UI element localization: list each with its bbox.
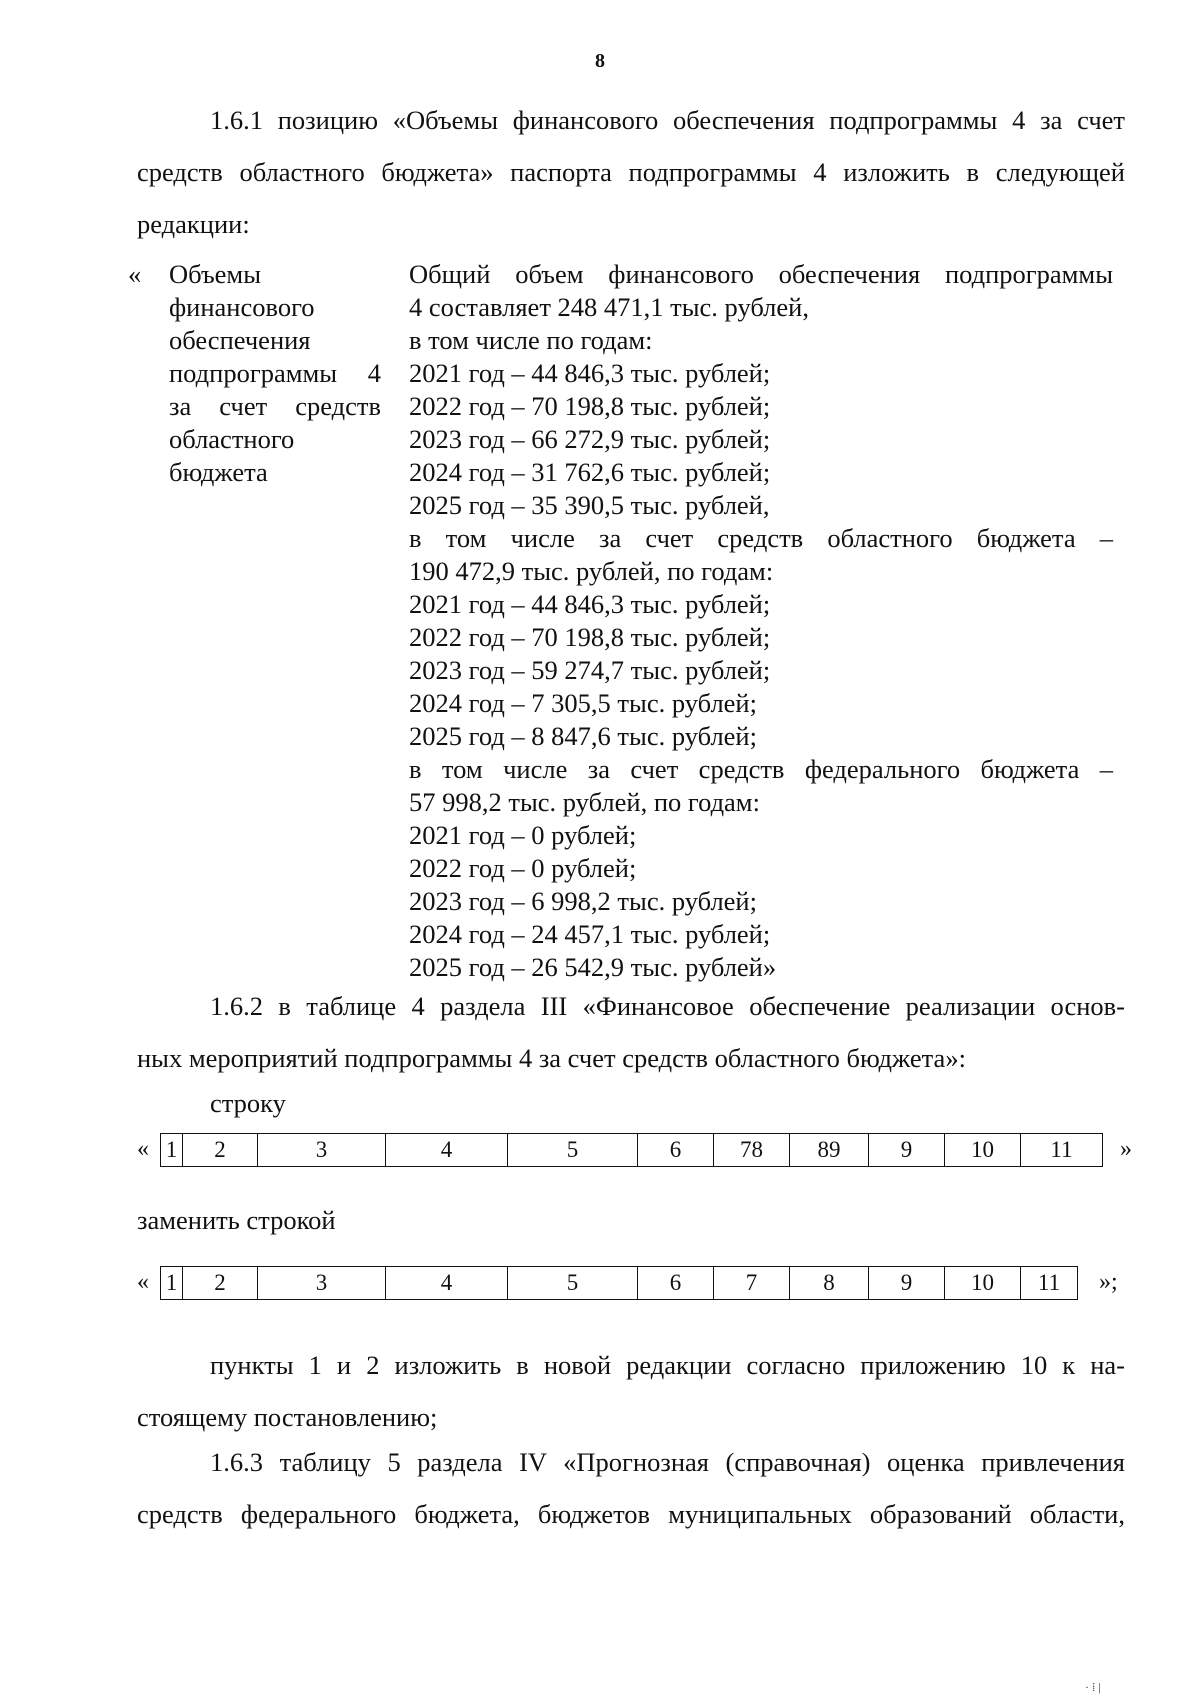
right-line: Общий объем финансового обеспечения подпрограммы: [409, 259, 1113, 289]
table-cell: 10: [945, 1267, 1021, 1300]
scan-marks: · ⁞ |: [1085, 1680, 1101, 1694]
right-line: 2024 год – 24 457,1 тыс. рублей;: [409, 919, 771, 949]
table-cell: 5: [508, 1267, 638, 1300]
table-cell: 3: [258, 1134, 386, 1167]
new-row-table: [160, 1266, 1078, 1300]
right-line: 2022 год – 70 198,8 тыс. рублей;: [409, 391, 771, 421]
right-line: 4 составляет 248 471,1 тыс. рублей,: [409, 292, 809, 322]
table-cell: 6: [638, 1267, 714, 1300]
table-cell: 9: [869, 1134, 945, 1167]
right-line: 2022 год – 70 198,8 тыс. рублей;: [409, 622, 771, 652]
right-line: в том числе за счет средств федерального бюджета –: [409, 754, 1113, 784]
paragraph-points: [137, 1339, 1125, 1443]
page-number: 8: [595, 50, 605, 72]
left-line: финансового: [169, 292, 315, 322]
paragraph-line: пункты 1 и 2 изложить в новой редакции согласно приложению 10 к на-: [210, 1350, 1125, 1380]
right-line: 2025 год – 26 542,9 тыс. рублей»: [409, 952, 777, 982]
right-line: 2024 год – 31 762,6 тыс. рублей;: [409, 457, 771, 487]
open-quote: «: [137, 1269, 149, 1295]
left-line: подпрограммы 4: [169, 358, 381, 388]
right-line: 57 998,2 тыс. рублей, по годам:: [409, 787, 760, 817]
right-line: 2024 год – 7 305,5 тыс. рублей;: [409, 688, 757, 718]
table-cell: 11: [1021, 1267, 1078, 1300]
table-cell: 89: [790, 1134, 869, 1167]
table-cell: 5: [508, 1134, 638, 1167]
paragraph-1-6-1: [137, 94, 1125, 250]
table-cell: 3: [258, 1267, 386, 1300]
paragraph-line: средств областного бюджета» паспорта подпрограммы 4 изложить в следующей: [137, 157, 1125, 187]
paragraph-line: редакции:: [137, 209, 250, 239]
right-line: 2025 год – 35 390,5 тыс. рублей,: [409, 490, 770, 520]
table-cell: 6: [638, 1134, 714, 1167]
open-quote: «: [137, 1136, 149, 1162]
left-line: областного: [169, 424, 295, 454]
table-cell: 4: [386, 1134, 508, 1167]
table-cell: 4: [386, 1267, 508, 1300]
right-line: 190 472,9 тыс. рублей, по годам:: [409, 556, 774, 586]
right-line: 2021 год – 44 846,3 тыс. рублей;: [409, 358, 771, 388]
open-quote: «: [128, 259, 142, 289]
close-quote: »;: [1099, 1269, 1118, 1295]
right-line: в том числе за счет средств областного бюджета –: [409, 523, 1113, 553]
passport-left-column: [169, 258, 381, 489]
table-row: [161, 1134, 1103, 1167]
table-cell: 8: [790, 1267, 869, 1300]
old-row-block: [137, 1133, 1137, 1167]
right-line: 2023 год – 6 998,2 тыс. рублей;: [409, 886, 757, 916]
paragraph-line: 1.6.2 в таблице 4 раздела III «Финансовое обеспечение реализации основ-: [210, 991, 1125, 1021]
paragraph-line: 1.6.3 таблицу 5 раздела IV «Прогнозная (справочная) оценка привлечения: [210, 1447, 1125, 1477]
new-row-block: [137, 1266, 1137, 1300]
table-cell: 2: [183, 1134, 258, 1167]
left-line: Объемы: [169, 259, 261, 289]
paragraph-1-6-2: [137, 980, 1125, 1084]
right-line: 2022 год – 0 рублей;: [409, 853, 637, 883]
right-line: 2021 год – 44 846,3 тыс. рублей;: [409, 589, 771, 619]
left-line: обеспечения: [169, 325, 311, 355]
paragraph-line: 1.6.1 позицию «Объемы финансового обеспечения подпрограммы 4 за счет: [210, 105, 1125, 135]
table-cell: 10: [945, 1134, 1021, 1167]
old-row-table: [160, 1133, 1103, 1167]
right-line: 2023 год – 66 272,9 тыс. рублей;: [409, 424, 771, 454]
paragraph-line: ных мероприятий подпрограммы 4 за счет средств областного бюджета»:: [137, 1043, 966, 1073]
left-line: бюджета: [169, 457, 268, 487]
table-cell: 11: [1021, 1134, 1103, 1167]
replace-label: заменить строкой: [137, 1205, 336, 1235]
paragraph-line: стоящему постановлению;: [137, 1402, 438, 1432]
table-cell: 1: [161, 1267, 183, 1300]
table-cell: 78: [714, 1134, 790, 1167]
table-cell: 9: [869, 1267, 945, 1300]
paragraph-line: средств федерального бюджета, бюджетов муниципальных образований области,: [137, 1499, 1125, 1529]
right-line: 2023 год – 59 274,7 тыс. рублей;: [409, 655, 771, 685]
passport-right-column: [409, 258, 1113, 984]
table-row: [161, 1267, 1078, 1300]
right-line: в том числе по годам:: [409, 325, 653, 355]
table-cell: 2: [183, 1267, 258, 1300]
left-line: за счет средств: [169, 391, 381, 421]
stroku-label: строку: [210, 1088, 286, 1118]
table-cell: 1: [161, 1134, 183, 1167]
close-quote: »: [1120, 1136, 1132, 1162]
right-line: 2025 год – 8 847,6 тыс. рублей;: [409, 721, 757, 751]
paragraph-1-6-3: [137, 1436, 1125, 1540]
right-line: 2021 год – 0 рублей;: [409, 820, 637, 850]
table-cell: 7: [714, 1267, 790, 1300]
